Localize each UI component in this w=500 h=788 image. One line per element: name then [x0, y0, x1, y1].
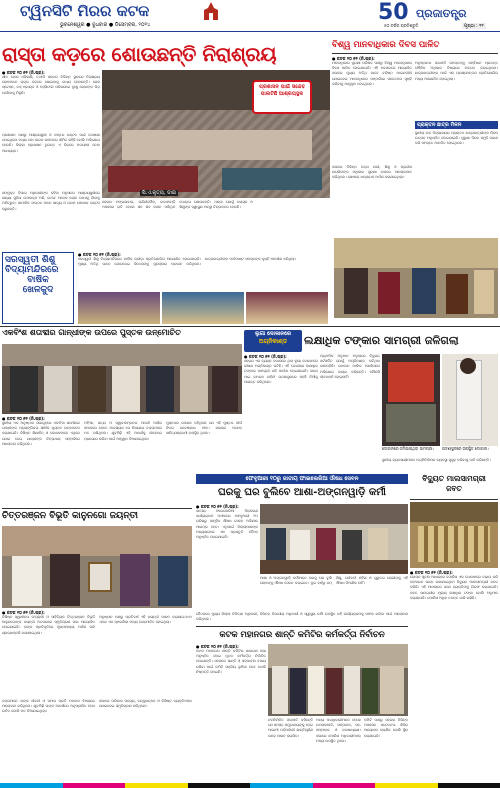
peace-article-right: [268, 718, 408, 782]
book-headline-text: ଏକବିଂଶ ଶତାବ୍ଦୀର ଗାନ୍ଧୀଙ୍କ ଉପରେ ପୁସ୍ତକ ଉନ୍ମୋଚିତ: [2, 328, 181, 337]
peace-body-2: ନବନିର୍ବାଚିତ ସଭାପତି କହିଛନ୍ତି ଯେ ସମସ୍ତ ସମ୍ପ୍ରଦାୟଙ୍କୁ ନେଇ ଆଗାମୀ ପର୍ବପର୍ବାଣୀ ଶାନ୍ତିପୂର୍ଣ୍ଣ ଭାବେ ପାଳନ କରାଯିବ।: [268, 718, 313, 738]
hr-subhead-text: ପ୍ରାକ୍ତନ ଛାତ୍ର ମିଳନ: [417, 122, 462, 128]
masthead-title: ଟ୍ୱିନସିଟି ମିରର କଟକ: [20, 2, 150, 20]
asha-body-3: ବୈଠକରେ ମୁଖ୍ୟ ଜିଲ୍ଲା ଚିକିତ୍ସା ଅଧିକାରୀ, ବିଭିନ୍ନ ବିଭାଗୀୟ ଅଧିକାରୀ ଓ ସ୍ୱାସ୍ଥ୍ୟ କର୍ମୀ ଉପସ୍ଥିତ ରହି କାର୍ଯ୍ୟକ୍ରମକୁ ସଫଳ କରିବା ପାଇଁ ଆଲୋଚନା କରିଥିଲେ।: [196, 612, 408, 622]
school-headline-1: ସରସ୍ୱତୀ ଶିଶୁ: [5, 255, 56, 265]
peace-body-4: କମିଟି ପକ୍ଷରୁ ସହରର ବିଭିନ୍ନ ଅଞ୍ଚଳରେ ସଚେତନତା ଶିବିର ଆୟୋଜନ କରାଯିବ ବୋଲି ସ୍ଥିର କରାଯାଇଛି।: [364, 718, 408, 738]
school-photo-2: [162, 292, 244, 324]
peace-byline: ● କଟକ ୨୦।୧୨ (ନି.ପ୍ର):: [196, 644, 239, 649]
masthead: [0, 0, 500, 40]
lead-article-cont: [102, 200, 330, 248]
elec-body: ଗୋପନ ସୂଚନା ଆଧାରରେ ପୋଲିସ ଏକ ଗୋଦାମରେ ଚଢ଼ାଉ କରି ବେଆଇନ ଭାବେ ରଖାଯାଇଥିବା ବିଦ୍ୟୁତ ମାଲସାମଗ୍ରୀ ଜବତ କରିଛି। ଏହି ମାମଲାରେ ଜଣେ ବ୍ୟକ୍ତିଙ୍କୁ ଗିରଫ କରାଯାଇଛି। ଜବତ ସାମଗ୍ରୀର ମୂଲ୍ୟ ଲକ୍ଷାଧିକ ଟଙ୍କା ବୋଲି ଅନୁମାନ କରାଯାଉଛି। ପୋଲିସ ଅଧିକ ତଦନ୍ତ ଜାରି ରଖିଛି।: [410, 575, 498, 600]
peace-body-3: ଅନ୍ୟ ପଦାଧିକାରୀମାନେ ହେଲେ ଉପସଭାପତି, ସମ୍ପାଦକ, ସହ-ସମ୍ପାଦକ ଓ କୋଷାଧ୍ୟକ୍ଷ। ସଭାରେ ପୋଲିସ ଅଧିକାରୀମାନେ ମଧ୍ୟ ଉପସ୍ଥିତ ଥିଲେ।: [316, 718, 361, 743]
peace-article-left: [196, 644, 266, 782]
fire-photo-2: [442, 354, 498, 446]
elec-headline-2: ଜବତ: [446, 484, 462, 493]
school-headline-4: ଖେଳକୁଦ: [22, 285, 54, 295]
peace-body-1: କଟକ ମହାନଗର ଶାନ୍ତି କମିଟିର ସାଧାରଣ ସଭା ଅନୁଷ୍ଠିତ ହୋଇ ନୂତନ କର୍ମକର୍ତ୍ତା ନିର୍ବାଚିତ ହୋଇଛନ୍ତି। ସହରରେ ଶାନ୍ତି ଓ ସଦ୍ଭାବନା ବଜାୟ ରଖିବା ପାଇଁ କମିଟି ସକ୍ରିୟ ଭୂମିକା ନେବ ବୋଲି ନିଷ୍ପତ୍ତି ହୋଇଛି।: [196, 649, 266, 674]
elec-headline: [410, 474, 498, 500]
school-photo-3: [246, 292, 328, 324]
hr-headline-text: ବିଶ୍ୱ ମାନବାଧିକାର ଦିବସ ପାଳିତ: [332, 40, 440, 50]
asha-body-2: ଆଶା ଓ ଅଙ୍ଗନୱାଡ଼ି କର୍ମୀମାନେ ଘରକୁ ଘର ବୁଲି ଲୋକଙ୍କୁ ଔଷଧ ସେବନ କରାଇବେ। ଦୁଇ ବର୍ଷରୁ କମ୍ ଶିଶୁ, ଗର୍ଭବତୀ ମହିଳା ଓ ଗୁରୁତର ରୋଗୀଙ୍କୁ ଏହି ଔଷଧ ଦିଆଯିବ ନାହିଁ।: [260, 576, 408, 586]
elec-headline-1: ବିଦ୍ୟୁତ ମାଲସାମଗ୍ରୀ: [422, 474, 486, 483]
brand-logo: [378, 1, 498, 31]
lead-photo-sign: ପି.ଏ.କୃତ୍ୟ, ଡାଇ: [142, 190, 177, 196]
peace-headline: [196, 626, 408, 642]
fire-caption-1: ଦୋକାନରେ ଜଳିଯାଇଥିବା ସାମଗ୍ରୀ।: [382, 446, 435, 451]
asha-photo: [260, 504, 408, 574]
book-body-3: ପୁସ୍ତକର ଲେଖକ କହିଥିଲେ ଯେ ଏହି ପୁସ୍ତକ ଦୀର୍ଘ ଦିନର ଗବେଷଣାର ଫଳ। ସଭାରେ ଅନେକ ସାହିତ୍ୟପ୍ରେମୀ ଉପସ୍ଥିତ ଥିଲେ।: [166, 421, 242, 436]
asha-headline: [196, 484, 408, 502]
jayanti-headline-text: ଚିତ୍ତରଞ୍ଜନ ବିଭୂତି କାନୁନଗୋ ଜୟନ୍ତୀ: [2, 511, 138, 521]
masthead-subline: ଭୁବନେଶ୍ୱର ● ବୁଧବାର ● ଡିସେମ୍ବର, ୨୦୨୪: [60, 22, 151, 28]
school-body: ସରସ୍ୱତୀ ଶିଶୁ ବିଦ୍ୟାମନ୍ଦିରରେ ବାର୍ଷିକ କ୍ରୀଡ଼ା ପ୍ରତିଯୋଗିତା ଆୟୋଜିତ ହୋଇଯାଇଛି। ମୁଖ୍ୟ ଅତିଥି ଭାବେ ଯୋଗଦେଇ ବିଜେତାଙ୍କୁ ପୁରସ୍କାର ପ୍ରଦାନ କରିଥିଲେ। ଛାତ୍ରଛାତ୍ରୀଙ୍କ ମାର୍ଚ୍ଚପାଷ୍ଟ ସମସ୍ତଙ୍କ ଦୃଷ୍ଟି ଆକର୍ଷଣ କରିଥିଲା।: [78, 257, 297, 267]
fire-body-1: ସହରର ଏକ ବ୍ୟସ୍ତ ବଜାରରେ ଥିବା ଲୁଗା ଦୋକାନରେ ଭୀଷଣ ଅଗ୍ନିକାଣ୍ଡ ଘଟିଛି। ଏହି ଘଟଣାରେ ଲକ୍ଷାଧିକ ଟଙ୍କାର ସାମଗ୍ରୀ ଜଳି ପାଉଁଶ ହୋଇଯାଇଛି। ଖବର ପାଇ ଦମକଳ ବାହିନୀ ଘଟଣାସ୍ଥଳରେ ପହଞ୍ଚି ନିଆଁକୁ ଆୟତ୍ତ କରିଥିଲେ।: [244, 359, 318, 384]
jayanti-article: [2, 610, 192, 782]
hr-subhead: [415, 121, 498, 129]
school-photos: [78, 292, 328, 324]
lead-badge-text: ପ୍ରଶାସନ ପାଇଁ ସନ୍ଦେହ ପାଲଟିଛି ଆଶ୍ରୟସ୍ଥଳ: [259, 84, 305, 97]
lead-body-2: ପ୍ରଶାସନ ପକ୍ଷରୁ ଆଶ୍ରୟସ୍ଥଳୀ ଓ କମ୍ବଳ ବଣ୍ଟନ ପାଇଁ ଘୋଷଣା ହୋଇଥିଲେ ମଧ୍ୟ ତାହା କାଗଜ କଲମରେ ସୀମିତ ରହିଛି ବୋଲି ଅଭିଯୋଗ ହେଉଛି। ଜିଲ୍ଲା ପ୍ରଶାସନ ତୁରନ୍ତ ଏ ଦିଗରେ ପଦକ୍ଷେପ ନେବା ଆବଶ୍ୟକ।: [2, 133, 100, 153]
asha-body-1: ଜାତୀୟ ଫାଇଲେରିଆ ନିରାକରଣ କାର୍ଯ୍ୟକ୍ରମ ଅଧୀନରେ ଫେବୃଆରୀ ୧୦ ତାରିଖରୁ ସାମୂହିକ ଔଷଧ ସେବନ ଅଭିଯାନ ଆରମ୍ଭ ହେବ। ଏଥିପାଇଁ ଜିଲ୍ଲାପାଳଙ୍କ ଅଧ୍ୟକ୍ଷତାରେ ଏକ ପ୍ରସ୍ତୁତି ବୈଠକ ଅନୁଷ୍ଠିତ ହୋଇଯାଇଛି।: [196, 509, 258, 540]
fire-byline: ● କଟକ ୨୦।୧୨ (ନି.ପ୍ର):: [244, 354, 287, 359]
asha-kicker-text: ଫେବୃଆରୀ ୧୦ରୁ ଜାତୀୟ ଫାଇଲେରିଆ ଔଷଧ ସେବନ: [245, 476, 359, 482]
book-photo: [2, 344, 242, 414]
book-byline: ● କଟକ ୨୦।୧୨ (ନି.ପ୍ର):: [2, 416, 45, 421]
jayanti-body-1: ବିଶିଷ୍ଟ ସ୍ୱାଧୀନତା ସଂଗ୍ରାମୀ ଓ ସାହିତ୍ୟିକ ଚିତ୍ତରଞ୍ଜନ ବିଭୂତି କାନୁନଗୋଙ୍କ ଜୟନ୍ତୀ ଅବସରରେ ସ୍ମୃତିଚାରଣ ସଭା ଆୟୋଜିତ ହୋଇଯାଇଛି। ତାଙ୍କ ପ୍ରତିକୃତିରେ ପୁଷ୍ପମାଲ୍ୟ ଅର୍ପଣ କରି ଶ୍ରଦ୍ଧାଞ୍ଜଳି ଜଣାଯାଇଥିଲା।: [2, 615, 95, 635]
hr-article: [332, 56, 498, 240]
lead-article: [2, 70, 100, 248]
lead-body-3: ସମ୍ପୃକ୍ତ ବିଭାଗ ଅଧିକାରୀଙ୍କ କହିବା ଅନୁସାରେ ଆଶ୍ରୟସ୍ଥଳୀରେ ଶଯ୍ୟା ସୁବିଧା ଉପଲବ୍ଧ ଅଛି, ତେବେ ଅନେକ ଲୋକ ସେଠାକୁ ଯିବାକୁ ଅନିଚ୍ଛୁକ। ସାମାଜିକ ସଂଗଠନ ମାନେ ଖାଦ୍ୟ ଓ ଗରମ ପୋଷାକ ବଣ୍ଟନ କରୁଛନ୍ତି।: [2, 191, 100, 211]
hr-photo: [334, 238, 498, 318]
asha-article-left: [196, 504, 258, 610]
book-body-1: ସ୍ଥାନୀୟ ଏକ ଅନୁଷ୍ଠାନ ସଭାଗୃହରେ ଏକବିଂଶ ଶତାବ୍ଦୀରେ ଗାନ୍ଧୀଙ୍କ ପ୍ରାସଙ୍ଗିକତା ଶୀର୍ଷକ ପୁସ୍ତକ ଉନ୍ମୋଚନ କରାଯାଇଛି। ବିଶିଷ୍ଟ ଶିକ୍ଷାବିତ୍ ଓ ଲେଖକମାନେ ଏଥିରେ ଯୋଗ ଦେଇ ଗାନ୍ଧୀଙ୍କ ଚିନ୍ତାଧାରା ସମ୍ପର୍କରେ ଆଲୋଚନା କରିଥିଲେ।: [2, 421, 80, 446]
hr-body-3: ଅନୁଷ୍ଠାନର ସଭାପତି ସମସ୍ତଙ୍କୁ ସମ୍ବିଧାନ ପ୍ରଦତ୍ତ ମୌଳିକ ଅଧିକାର ବିଷୟରେ ଅବଗତ କରାଇଥିଲେ। ଛାତ୍ରଛାତ୍ରୀଙ୍କ ପାଇଁ ଏକ ପ୍ରଶ୍ନୋତ୍ତର ପ୍ରତିଯୋଗିତା ମଧ୍ୟ ଆୟୋଜିତ ହୋଇଥିଲା।: [415, 61, 498, 81]
page-number: ପୃଷ୍ଠା : ୧୧: [464, 24, 484, 29]
lead-headline: [2, 40, 332, 68]
fire-article-bottom: [382, 458, 498, 472]
jayanti-headline: [2, 508, 192, 524]
asha-kicker: [196, 474, 408, 484]
elec-byline: ● କଟକ ୨୦।୧୨ (ନି.ପ୍ର):: [410, 570, 453, 575]
hr-headline: [332, 40, 498, 54]
section-rule-1: [0, 326, 500, 327]
peace-headline-text: କଟକ ମହାନଗର ଶାନ୍ତି କମିଟିର କର୍ମକର୍ତ୍ତା ନିର୍ବାଚନ: [219, 629, 385, 639]
masthead-rule: [0, 31, 500, 32]
hr-byline: ● କଟକ ୨୦।୧୨ (ନି.ପ୍ର):: [332, 56, 375, 61]
lead-headline-text: ରାସ୍ତା କଡ଼ରେ ଶୋଉଛନ୍ତି ନିରାଶ୍ରୟ: [2, 42, 277, 66]
school-article: [78, 252, 328, 292]
asha-byline: ● କଟକ ୨୦।୧୨ (ନି.ପ୍ର):: [196, 504, 239, 509]
school-headline-3: ବାର୍ଷିକ: [27, 275, 49, 285]
school-photo-1: [78, 292, 160, 324]
hr-body-2: ସଭାରେ ବିଭିନ୍ନ ବକ୍ତା ନାରୀ, ଶିଶୁ ଓ ପ୍ରବୀଣ ନାଗରିକଙ୍କ ଅଧିକାର ସୁରକ୍ଷା ଉପରେ ଆଲୋକପାତ କରିଥିଲେ। ଶେଷରେ ଧନ୍ୟବାଦ ଅର୍ପଣ କରାଯାଇଥିଲା।: [332, 165, 412, 180]
jayanti-body-3: ଅନୁଷ୍ଠାନ ପକ୍ଷରୁ ପ୍ରତିବର୍ଷ ଏହି ଜୟନ୍ତୀ ପାଳନ କରାଯାଇଥାଏ। ଏଥର ଏକ ସ୍ମରଣିକା ମଧ୍ୟ ଉନ୍ମୋଚିତ ହୋଇଥିଲା।: [99, 615, 192, 625]
asha-article-bottom: [196, 612, 408, 624]
hr-body-4: ସ୍ଥାନୀୟ ଉଚ୍ଚ ବିଦ୍ୟାଳୟର ପ୍ରାକ୍ତନ ଛାତ୍ରଛାତ୍ରୀଙ୍କ ମିଳନ ଉତ୍ସବ ଅନୁଷ୍ଠିତ ହୋଇଯାଇଛି। ପୁରୁଣା ଦିନର ସ୍ମୃତି ଚାରଣ କରି ସମସ୍ତେ ଆନନ୍ଦିତ ହୋଇଥିଲେ।: [415, 131, 498, 146]
book-headline: [2, 328, 242, 342]
temple-icon: [200, 2, 222, 20]
school-byline: ● କଟକ ୨୦।୧୨ (ନି.ପ୍ର):: [78, 252, 121, 257]
jayanti-byline: ● କଟକ ୨୦।୧୨ (ନି.ପ୍ର):: [2, 610, 45, 615]
fire-tag-1: ଲୁଗା ଦୋକାନରେ: [254, 331, 291, 337]
peace-photo: [268, 644, 408, 716]
lead-badge: [252, 80, 312, 114]
brand-sub: ୫୦ ବର୍ଷର ପ୍ରତିଶ୍ରୁତି: [384, 23, 419, 28]
fire-article-mid: [320, 354, 380, 472]
asha-headline-text: ଘରକୁ ଘର ବୁଲିବେ ଆଶା-ଅଙ୍ଗନୱାଡ଼ି କର୍ମୀ: [218, 487, 386, 498]
asha-article-right: [260, 576, 408, 610]
book-body-2: ଅହିଂସା, ସତ୍ୟ ଓ ସ୍ୱାବଲମ୍ବନର ଆଦର୍ଶ ଆଜିର ସମାଜରେ କେତେ ଆବଶ୍ୟକ ସେ ବିଷୟରେ ବକ୍ତାମାନେ ମତ ରଖିଥିଲେ। ଯୁବପିଢ଼ି ଏହି ଆଦର୍ଶକୁ ଜୀବନରେ ପ୍ରୟୋଗ କରିବା ପାଇଁ ଆହ୍ୱାନ ଦିଆଯାଇଥିଲା।: [84, 421, 162, 441]
fire-body-3: ସ୍ଥାନୀୟ ବ୍ୟବସାୟୀମାନେ ଅଗ୍ନିନିର୍ବାପକ ବ୍ୟବସ୍ଥା ସୁଦୃଢ଼ କରିବାକୁ ଦାବି କରିଛନ୍ତି।: [382, 458, 491, 462]
brand-anniv: 50: [378, 0, 409, 25]
jayanti-body-2: ବକ୍ତାମାନେ ତାଙ୍କ ଜୀବନୀ ଓ ସମାଜ ପ୍ରତି ଅବଦାନ ବିଷୟରେ ଆଲୋଚନା କରିଥିଲେ। ଯୁବପିଢ଼ି ତାଙ୍କ ଆଦର୍ଶରେ ଅନୁପ୍ରାଣିତ ହେବା ଉଚିତ ବୋଲି ମତ ଦିଆଯାଇଥିଲା।: [2, 699, 95, 714]
school-headline: [2, 252, 74, 324]
fire-headline-text: ଲକ୍ଷାଧିକ ଟଙ୍କାର ସାମଗ୍ରୀ ଜଳିଗଲା: [304, 334, 459, 347]
fire-article-left: [244, 354, 318, 472]
jayanti-body-4: ସଭାରେ ପରିବାର ସଦସ୍ୟ, ବନ୍ଧୁବାନ୍ଧବ ଓ ବିଶିଷ୍ଟ ବ୍ୟକ୍ତିମାନେ ଯୋଗଦେଇ ସ୍ମୃତିଚାରଣ କରିଥିଲେ।: [99, 699, 192, 709]
jayanti-photo: [2, 526, 192, 608]
elec-photo: [410, 502, 498, 568]
elec-article: [410, 570, 498, 782]
fire-caption-2: ଘଟଣାସ୍ଥଳରେ ଉପସ୍ଥିତ ଦୋକାନୀ।: [442, 446, 489, 451]
brand-name: ପ୍ରଜାତନ୍ତ୍ର: [416, 7, 467, 20]
lead-photo: [102, 70, 330, 198]
fire-headline: [304, 330, 498, 352]
fire-tag: [244, 330, 302, 352]
fire-body-2: ପ୍ରାଥମିକ ଅନୁମାନ ଅନୁସାରେ ବିଦ୍ୟୁତ୍ ସର୍ଟସର୍କିଟ ଯୋଗୁଁ ଅଗ୍ନିକାଣ୍ଡ ଘଟିଥିବା ଜଣାପଡ଼ିଛି। ଦୋକାନ ମାଲିକ ପୋଲିସରେ ଅଭିଯୋଗ ଦାୟର କରିଛନ୍ତି। କୌଣସି ଜୀବନହାନି ହୋଇନାହିଁ।: [320, 354, 380, 379]
lead-body-1: ଶୀତ ଜୋର ଧରିଲାଣି, ତଥାପି ସହରର ବିଭିନ୍ନ ସ୍ଥାନରେ ନିରାଶ୍ରୟ ଲୋକମାନେ ରାସ୍ତା କଡ଼ରେ ଶୋଇବାକୁ ବାଧ୍ୟ ହେଉଛନ୍ତି। ରେଳ ଷ୍ଟେସନ, ବସ୍ ଷ୍ଟାଣ୍ଡ ଓ ହସ୍ପିଟାଲ ପରିସରରେ ଦୁଃସ୍ଥ ଲୋକଙ୍କ ଭିଡ଼ ଦେଖିବାକୁ ମିଳୁଛି।: [2, 75, 100, 95]
color-registration-strip: [0, 783, 500, 788]
lead-byline: ● କଟକ ୨୦।୧୨ (ନି.ପ୍ର):: [2, 70, 45, 75]
school-headline-2: ବିଦ୍ୟାମନ୍ଦିରରେ: [5, 265, 59, 275]
fire-tag-2: ଅଗ୍ନିକାଣ୍ଡ: [258, 338, 288, 345]
hr-body-1: ମାନବାଧିକାର ସୁରକ୍ଷା ପରିଷଦ ପକ୍ଷରୁ ବିଶ୍ୱ ମାନବାଧିକାର ଦିବସ ପାଳିତ ହୋଇଯାଇଛି। ଏହି ଅବସରରେ ଆୟୋଜିତ ସଭାରେ ମୁଖ୍ୟ ଅତିଥି ଭାବେ ବରିଷ୍ଠ ଆଇନଜୀବୀ ଯୋଗଦେଇ ମାନବାଧିକାର ସମ୍ପର୍କରେ ସଚେତନତା ସୃଷ୍ଟି କରିବାକୁ ଆହ୍ୱାନ ଦେଇଥିଲେ।: [332, 61, 412, 86]
fire-photo-1: [382, 354, 440, 446]
lead-body-4: ସହରର ମଙ୍ଗଳାବାଗ, ଚାନ୍ଦିନୀଚୌକ, ବାଦାମବାଡ଼ି ଅଞ୍ଚଳରେ ରାତି ହେଲେ ଶହ ଶହ ଲୋକ ପଲିଥିନ ଘୋଡ଼ାଇ ଶୋଉଛନ୍ତି। ଥଣ୍ଡା ଯୋଗୁଁ ବୟସ୍କ ଓ ଶିଶୁଙ୍କ ସ୍ୱାସ୍ଥ୍ୟ ଅବସ୍ଥା ଚିନ୍ତାଜନକ ହେଉଛି।: [102, 200, 253, 210]
